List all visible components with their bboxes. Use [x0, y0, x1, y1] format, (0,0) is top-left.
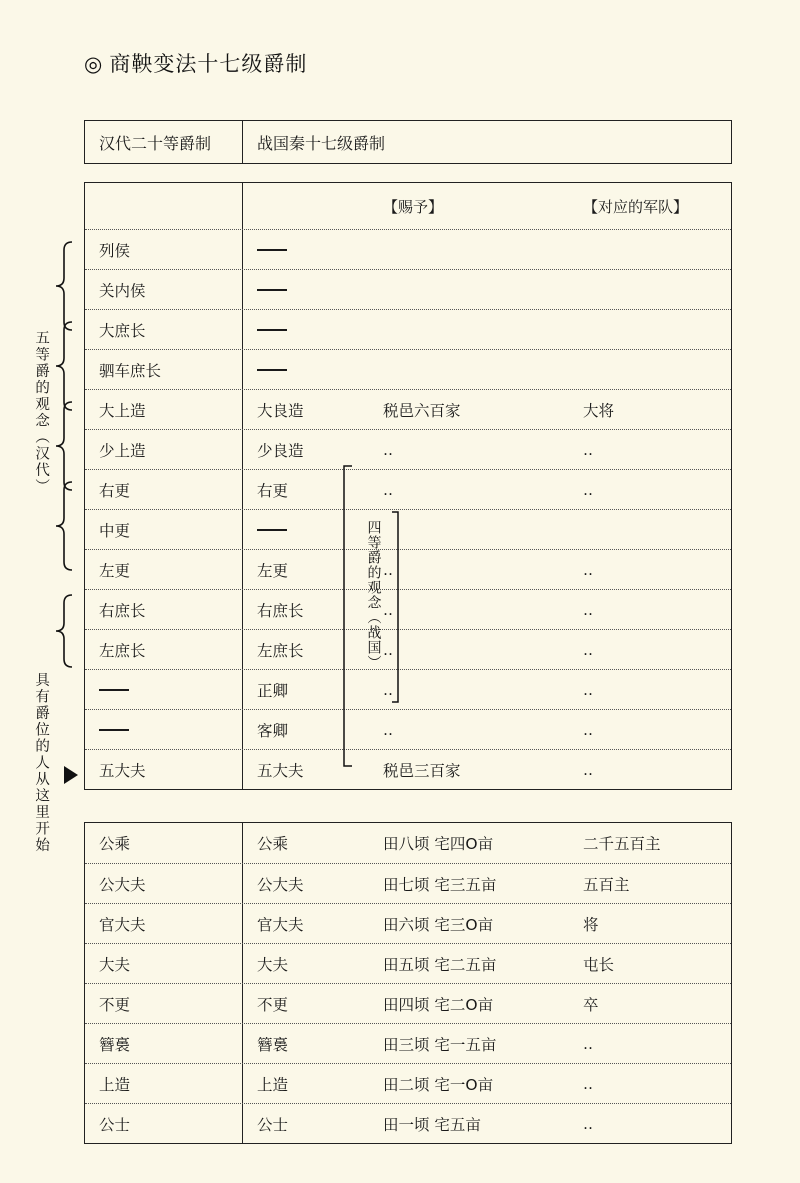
main-row-cell-qin: [243, 350, 361, 389]
dash-icon: [99, 689, 129, 691]
main-row-cell-han: 右更: [85, 470, 243, 509]
table-row: [85, 1063, 731, 1103]
page-title: [84, 48, 307, 78]
lower-row-cell-army: 卒: [583, 995, 599, 1014]
table-row: [85, 823, 731, 863]
main-row-cell-qin: [243, 510, 361, 549]
lower-row-cell-qin: 官大夫: [257, 915, 304, 934]
lower-row-cell-gift: 田三顷 宅一五亩: [383, 1035, 497, 1054]
lower-row-cell-army: [561, 1064, 731, 1103]
main-row-cell-gift: [361, 230, 561, 269]
main-row-cell-qin: 正卿: [257, 681, 289, 700]
title-text: 商鞅变法十七级爵制: [109, 52, 308, 76]
main-row-cell-gift: [361, 270, 561, 309]
main-row-cell-army: [561, 310, 731, 349]
main-row-cell-army: [561, 710, 731, 749]
table-row: [85, 709, 731, 749]
dots-mark: ‥: [583, 600, 597, 619]
main-row-cell-qin: 五大夫: [257, 761, 304, 780]
table-row: [85, 229, 731, 269]
main-row-cell-han: 左庶长: [85, 630, 243, 669]
table-row: [85, 389, 731, 429]
lower-row-cell-army: 二千五百主: [583, 835, 661, 853]
dots-mark: ‥: [383, 720, 397, 739]
table-row: [85, 943, 731, 983]
lower-row-cell-han: 不更: [85, 984, 243, 1023]
table-row: [85, 863, 731, 903]
main-row-cell-gift: [361, 430, 561, 469]
lower-row-cell-army: [561, 1104, 731, 1143]
main-row-cell-gift: [361, 590, 561, 629]
header-cell-qin: 战国秦十七级爵制: [257, 133, 386, 153]
col-header-army: 【对应的军队】: [583, 197, 689, 216]
main-row-cell-qin: 少良造: [257, 441, 304, 460]
main-row-cell-army: [561, 550, 731, 589]
main-row-cell-han: 大庶长: [85, 310, 243, 349]
table-row: [85, 669, 731, 709]
dots-mark: ‥: [583, 480, 597, 499]
title-marker-icon: ◎: [84, 52, 104, 76]
dots-mark: ‥: [583, 1114, 597, 1133]
main-row-cell-gift: [361, 310, 561, 349]
lower-row-cell-gift: 田五顷 宅二五亩: [383, 955, 497, 974]
lower-row-cell-gift: 田四顷 宅二O亩: [383, 995, 494, 1014]
table-row: [85, 749, 731, 789]
main-row-cell-qin: [243, 310, 361, 349]
main-rank-table: [84, 182, 732, 790]
dots-mark: ‥: [383, 600, 397, 619]
lower-row-cell-army: 将: [583, 915, 599, 934]
main-row-cell-army: 大将: [583, 401, 615, 420]
main-row-cell-gift: [361, 510, 561, 549]
dots-mark: ‥: [583, 1074, 597, 1093]
inner-label-qin-concept: 四等爵的观念（战国）: [365, 520, 382, 670]
lower-row-cell-han: 公乘: [85, 823, 243, 863]
main-row-cell-army: [561, 630, 731, 669]
pointer-arrow-icon: [64, 766, 78, 784]
lower-rank-table: [84, 822, 732, 1144]
lower-row-cell-han: 官大夫: [85, 904, 243, 943]
lower-row-cell-han: 簪裛: [85, 1024, 243, 1063]
dash-icon: [257, 369, 287, 371]
main-row-cell-han: 左更: [85, 550, 243, 589]
main-row-cell-han: 中更: [85, 510, 243, 549]
main-row-cell-han: 关内侯: [85, 270, 243, 309]
main-row-cell-army: [561, 590, 731, 629]
dash-icon: [257, 249, 287, 251]
lower-row-cell-qin: 大夫: [257, 955, 289, 974]
main-row-cell-army: [561, 670, 731, 709]
lower-row-cell-army: 屯长: [583, 955, 615, 974]
main-row-cell-army: [561, 750, 731, 789]
table-row: [85, 629, 731, 669]
main-row-cell-army: [561, 350, 731, 389]
lower-row-cell-gift: 田一顷 宅五亩: [383, 1115, 481, 1134]
main-row-cell-han: 右庶长: [85, 590, 243, 629]
lower-row-cell-gift: 田二顷 宅一O亩: [383, 1075, 494, 1094]
table-row: [85, 429, 731, 469]
lower-row-cell-gift: 田八顷 宅四O亩: [383, 835, 494, 853]
table-row: [85, 349, 731, 389]
lower-row-cell-army: [561, 1024, 731, 1063]
lower-row-cell-qin: 公乘: [257, 835, 289, 853]
lower-row-cell-gift: 田六顷 宅三O亩: [383, 915, 494, 934]
table-row: [85, 983, 731, 1023]
lower-row-cell-qin: 公士: [257, 1115, 289, 1134]
main-row-cell-han: 大上造: [85, 390, 243, 429]
table-row: [85, 309, 731, 349]
main-row-cell-army: [561, 430, 731, 469]
main-row-cell-gift: 税邑三百家: [383, 761, 461, 780]
main-row-cell-gift: [361, 630, 561, 669]
main-row-cell-qin: 大良造: [257, 401, 304, 420]
main-row-cell-han: 五大夫: [85, 750, 243, 789]
col-header-gift: 【赐予】: [383, 197, 444, 216]
main-row-cell-gift: [361, 710, 561, 749]
dots-mark: ‥: [583, 640, 597, 659]
dots-mark: ‥: [583, 760, 597, 779]
table-header-row: [85, 183, 731, 229]
dots-mark: ‥: [583, 440, 597, 459]
dots-mark: ‥: [383, 560, 397, 579]
dash-icon: [257, 529, 287, 531]
lower-row-cell-qin: 不更: [257, 995, 289, 1014]
main-row-cell-qin: 左更: [257, 561, 289, 580]
dots-mark: ‥: [583, 1034, 597, 1053]
dash-icon: [99, 729, 129, 731]
main-row-cell-qin: 左庶长: [257, 641, 304, 660]
lower-row-cell-qin: 上造: [257, 1075, 289, 1094]
dots-mark: ‥: [383, 680, 397, 699]
side-label-han-concept: 五等爵的观念（汉代）: [33, 330, 50, 495]
main-row-cell-gift: 税邑六百家: [383, 401, 461, 420]
dots-mark: ‥: [583, 680, 597, 699]
main-row-cell-army: [561, 230, 731, 269]
main-row-cell-qin: [243, 230, 361, 269]
col-header-han: [85, 183, 243, 229]
lower-row-cell-qin: 簪裛: [257, 1035, 289, 1054]
main-row-cell-army: [561, 270, 731, 309]
main-row-cell-qin: 客卿: [257, 721, 289, 740]
lower-row-cell-qin: 公大夫: [257, 875, 304, 894]
table-row: [85, 1023, 731, 1063]
dash-icon: [257, 289, 287, 291]
main-row-cell-han: [85, 670, 243, 709]
table-row: [85, 549, 731, 589]
table-row: [85, 1103, 731, 1143]
main-row-cell-qin: [243, 270, 361, 309]
table-row: [85, 589, 731, 629]
main-row-cell-gift: [361, 470, 561, 509]
main-row-cell-han: 驷车庶长: [85, 350, 243, 389]
dots-mark: ‥: [583, 560, 597, 579]
lower-row-cell-han: 公大夫: [85, 864, 243, 903]
main-row-cell-army: [561, 470, 731, 509]
main-row-cell-han: 少上造: [85, 430, 243, 469]
dots-mark: ‥: [383, 480, 397, 499]
main-row-cell-gift: [361, 670, 561, 709]
main-row-cell-han: [85, 710, 243, 749]
lower-row-cell-gift: 田七顷 宅三五亩: [383, 875, 497, 894]
main-row-cell-qin: 右庶长: [257, 601, 304, 620]
main-row-cell-gift: [361, 550, 561, 589]
main-row-cell-han: 列侯: [85, 230, 243, 269]
lower-row-cell-han: 公士: [85, 1104, 243, 1143]
header-table: [84, 120, 732, 164]
table-row: [85, 509, 731, 549]
table-row: [85, 469, 731, 509]
header-cell-han: 汉代二十等爵制: [85, 121, 243, 163]
col-header-qin: [243, 183, 361, 229]
main-row-cell-army: [561, 510, 731, 549]
table-row: [85, 903, 731, 943]
dots-mark: ‥: [383, 640, 397, 659]
dots-mark: ‥: [383, 440, 397, 459]
dots-mark: ‥: [583, 720, 597, 739]
lower-row-cell-han: 上造: [85, 1064, 243, 1103]
main-row-cell-qin: 右更: [257, 481, 289, 500]
lower-row-cell-han: 大夫: [85, 944, 243, 983]
main-row-cell-gift: [361, 350, 561, 389]
side-label-rank-start: 具有爵位的人从这里开始: [33, 672, 50, 854]
table-row: [85, 269, 731, 309]
dash-icon: [257, 329, 287, 331]
lower-row-cell-army: 五百主: [583, 875, 630, 894]
